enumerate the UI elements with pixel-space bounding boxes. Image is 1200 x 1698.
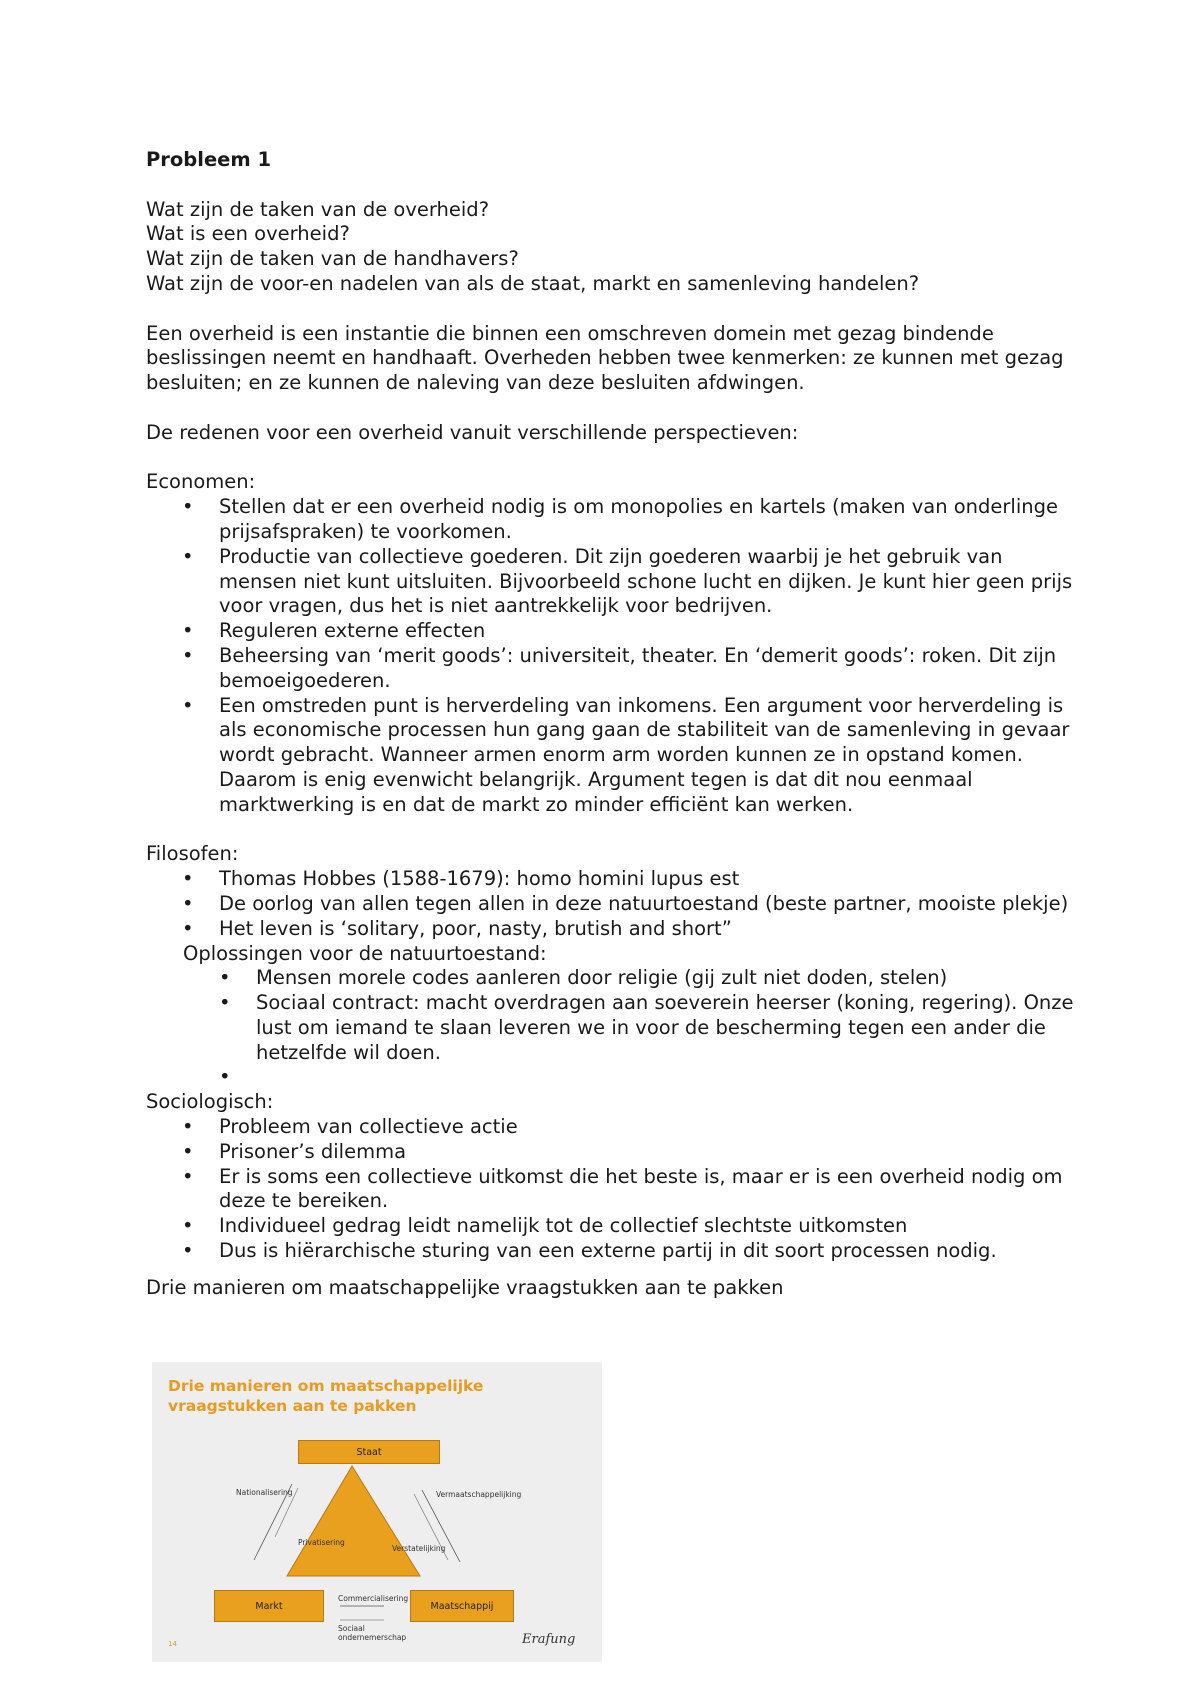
question-3: Wat zijn de taken van de handhavers? <box>146 247 519 271</box>
question-1: Wat zijn de taken van de overheid? <box>146 197 490 221</box>
logo: Erafung <box>522 1632 576 1647</box>
question-4: Wat zijn de voor-en nadelen van als de staat, markt en samenleving handelen? <box>146 271 920 295</box>
figure-title: Drie manieren om maatschappelijke vraagstukken aan te pakken <box>168 1377 484 1415</box>
label-verstatelijking: Verstatelijking <box>392 1544 446 1553</box>
list-item: • Prisoner’s dilemma <box>146 1140 1076 1165</box>
sociologisch-list <box>146 1115 1076 1264</box>
list-item-empty <box>183 1065 1076 1090</box>
label-nationalisering: Nationalisering <box>236 1488 293 1497</box>
oplossingen-heading: Oplossingen voor de natuurtoestand: <box>183 941 547 965</box>
list-item: • Beheersing van ‘merit goods’: universiteit, theater. En ‘demerit goods’: roken. Dit zijn bemoeigoederen. <box>146 644 1076 694</box>
figure-caption: Drie manieren om maatschappelijke vraagstukken aan te pakken <box>146 1275 784 1299</box>
list-item: • De oorlog van allen tegen allen in deze natuurtoestand (beste partner, mooiste plekje) <box>146 892 1076 917</box>
box-staat: Staat <box>298 1440 440 1464</box>
list-item: • Mensen morele codes aanleren door religie (gij zult niet doden, stelen) <box>183 966 1076 991</box>
box-markt: Markt <box>214 1590 324 1622</box>
label-privatisering: Privatisering <box>298 1538 345 1547</box>
filosofen-heading: Filosofen: <box>146 842 239 866</box>
list-item: • Dus is hiërarchische sturing van een externe partij in dit soort processen nodig. <box>146 1239 1076 1264</box>
perspectives-intro: De redenen voor een overheid vanuit verschillende perspectieven: <box>146 420 799 444</box>
list-item: • Sociaal contract: macht overdragen aan soeverein heerser (koning, regering). Onze lust om iemand te slaan leveren we in voor de bescherming tegen een ander die hetzelfde wil doen. <box>183 991 1076 1065</box>
label-commercialisering: Commercialisering <box>338 1594 409 1603</box>
list-item: • Er is soms een collectieve uitkomst die het beste is, maar er is een overheid nodig om deze te bereiken. <box>146 1165 1076 1215</box>
label-sociaal-ondernemerschap: Sociaal ondernemerschap <box>338 1624 407 1642</box>
definition-paragraph: Een overheid is een instantie die binnen een omschreven domein met gezag bindende beslissingen neemt en handhaaft. Overheden hebben twee kenmerken: ze kunnen met gezag besluiten; en ze kunnen de naleving van deze besluiten afdwingen. <box>146 321 1064 395</box>
question-2: Wat is een overheid? <box>146 222 350 246</box>
triangle-shape <box>287 1466 420 1576</box>
list-item: • Stellen dat er een overheid nodig is om monopolies en kartels (maken van onderlinge prijsafspraken) te voorkomen. <box>146 495 1076 545</box>
economen-heading: Economen: <box>146 470 256 494</box>
page-title: Probleem 1 <box>146 148 272 171</box>
economen-list <box>146 495 1076 817</box>
list-item: • Reguleren externe effecten <box>146 619 1076 644</box>
label-vermaatschappelijking: Vermaatschappelijking <box>436 1490 522 1499</box>
list-item: • Individueel gedrag leidt namelijk tot de collectief slechtste uitkomsten <box>146 1214 1076 1239</box>
list-item: • Een omstreden punt is herverdeling van inkomens. Een argument voor herverdeling is als economische processen hun gang gaan de stabiliteit van de samenleving in gevaar wordt gebracht. Wanneer armen enorm arm worden kunnen ze in opstand komen. Daarom is enig evenwicht belangrijk. Argument tegen is dat dit nou eenmaal marktwerking is en dat de markt zo minder efficiënt kan werken. <box>146 694 1076 818</box>
slide-page-number: 14 <box>168 1640 177 1648</box>
list-item: • Probleem van collectieve actie <box>146 1115 1076 1140</box>
box-maatschappij: Maatschappij <box>410 1590 514 1622</box>
list-item: • Thomas Hobbes (1588-1679): homo homini lupus est <box>146 867 1076 892</box>
list-item: • Productie van collectieve goederen. Dit zijn goederen waarbij je het gebruik van mensen niet kunt uitsluiten. Bijvoorbeeld schone lucht en dijken. Je kunt hier geen prijs voor vragen, dus het is niet aantrekkelijk voor bedrijven. <box>146 545 1076 619</box>
sociologisch-heading: Sociologisch: <box>146 1090 274 1114</box>
list-item: • Het leven is ‘solitary, poor, nasty, brutish and short” <box>146 917 1076 942</box>
filosofen-list <box>146 867 1076 941</box>
diagram-figure <box>152 1362 602 1662</box>
oplossingen-list <box>146 966 1076 1090</box>
document-body <box>146 148 1076 1301</box>
